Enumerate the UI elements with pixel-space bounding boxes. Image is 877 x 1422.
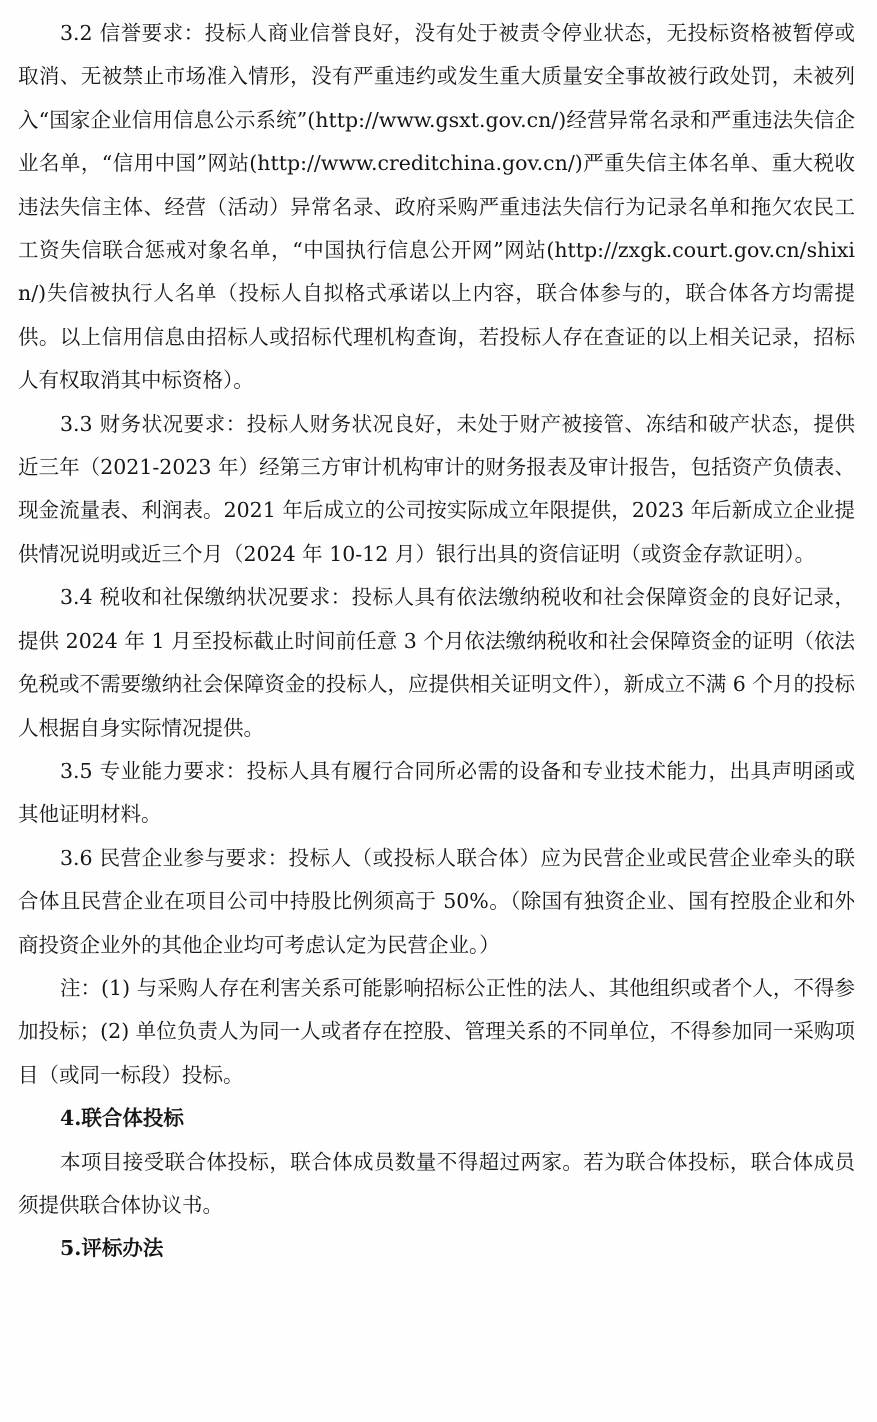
consortium-heading: 4.联合体投标 [60, 1106, 184, 1131]
evaluation-heading: 5.评标办法 [60, 1236, 164, 1261]
finance-requirement-paragraph: 3.3 财务状况要求：投标人财务状况良好，未处于财产被接管、冻结和破产状态，提供近三年（2021-2023 年）经第三方审计机构审计的财务报表及审计报告，包括资产负债表、现金流量表、利润表。2021 年后成立的公司按实际成立年限提供，2023 年后新成立企业提供情况说明或近三个月（2024 年 10-12 月）银行出具的资信证明（或资金存款证明）。 [18, 411, 855, 566]
tax-requirement-paragraph: 3.4 税收和社保缴纳状况要求：投标人具有依法缴纳税收和社会保障资金的良好记录，提供 2024 年 1 月至投标截止时间前任意 3 个月依法缴纳税收和社会保障资金的证明（依法免税或不需要缴纳社会保障资金的投标人，应提供相关证明文件），新成立不满 6 个月的投标人根据自身实际情况提供。 [18, 585, 855, 740]
consortium-paragraph: 本项目接受联合体投标，联合体成员数量不得超过两家。若为联合体投标，联合体成员须提供联合体协议书。 [18, 1149, 855, 1217]
ability-requirement-paragraph: 3.5 专业能力要求：投标人具有履行合同所必需的设备和专业技术能力，出具声明函或其他证明材料。 [18, 758, 855, 827]
credit-requirement-paragraph: 3.2 信誉要求：投标人商业信誉良好，没有处于被责令停业状态，无投标资格被暂停或取消、无被禁止市场准入情形，没有严重违约或发生重大质量安全事故被行政处罚，未被列入“国家企业信用信息公示系统”(http://www.gsxt.gov.cn/)经营异常名录和严重违法失信企业名单，“信用中国”网站(http://www.creditchina.gov.cn/)严重失信主体名单、重大税收违法失信主体、经营（活动）异常名录、政府采购严重违法失信行为记录名单和拖欠农民工工资失信联合惩戒对象名单，“中国执行信息公开网”网站(http://zxgk.court.gov.cn/shixin/)失信被执行人名单（投标人自拟格式承诺以上内容，联合体参与的，联合体各方均需提供。以上信用信息由招标人或招标代理机构查询，若投标人存在查证的以上相关记录，招标人有权取消其中标资格）。 [18, 21, 855, 393]
private-enterprise-paragraph: 3.6 民营企业参与要求：投标人（或投标人联合体）应为民营企业或民营企业牵头的联合体且民营企业在项目公司中持股比例须高于 50%。（除国有独资企业、国有控股企业和外商投资企业外的其他企业均可考虑认定为民营企业。） [18, 845, 855, 957]
note-paragraph: 注：(1) 与采购人存在利害关系可能影响招标公正性的法人、其他组织或者个人，不得参加投标；(2) 单位负责人为同一人或者存在控股、管理关系的不同单位，不得参加同一采购项目（或同一标段）投标。 [18, 975, 855, 1087]
